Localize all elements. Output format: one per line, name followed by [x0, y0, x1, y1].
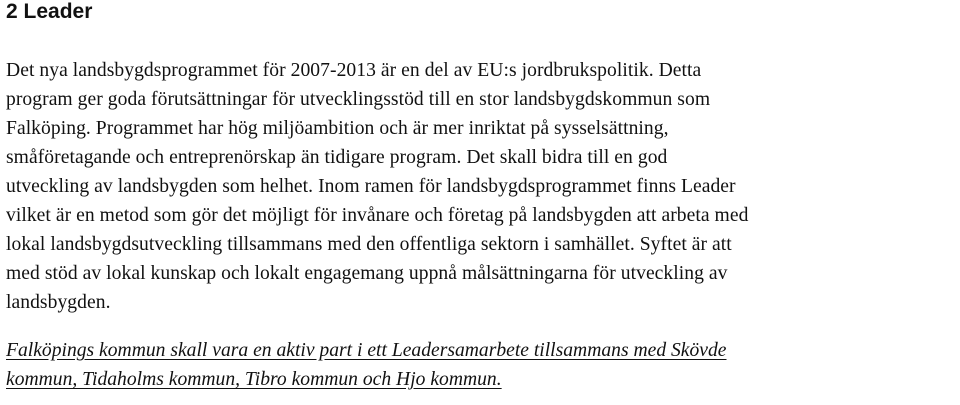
- paragraph-line: Det nya landsbygdsprogrammet för 2007-2013 är en del av EU:s jordbrukspolitik. Detta: [6, 60, 702, 81]
- paragraph-line: lokal landsbygdsutveckling tillsammans med den offentliga sektorn i samhället. Syftet är att: [6, 234, 732, 255]
- paragraph-line: med stöd av lokal kunskap och lokalt engagemang uppnå målsättningarna för utveckling av: [6, 263, 728, 284]
- section-heading: 2 Leader: [6, 0, 93, 23]
- paragraph-line: Falköping. Programmet har hög miljöambition och är mer inriktat på sysselsättning,: [6, 118, 669, 139]
- paragraph-line: program ger goda förutsättningar för utvecklingsstöd till en stor landsbygdskommun som: [6, 89, 711, 110]
- paragraph-line: utveckling av landsbygden som helhet. Inom ramen för landsbygdsprogrammet finns Leader: [6, 176, 736, 197]
- emphasis-line: Falköpings kommun skall vara en aktiv part i ett Leadersamarbete tillsammans med Skövde: [6, 340, 727, 361]
- paragraph-line: vilket är en metod som gör det möjligt för invånare och företag på landsbygden att arbeta med: [6, 205, 749, 226]
- paragraph-line: landsbygden.: [6, 292, 111, 313]
- document-page: [6, 0, 956, 394]
- emphasis-paragraph: [6, 336, 956, 394]
- body-paragraph: [6, 56, 956, 317]
- paragraph-line: småföretagande och entreprenörskap än tidigare program. Det skall bidra till en god: [6, 147, 668, 168]
- emphasis-line: kommun, Tidaholms kommun, Tibro kommun och Hjo kommun.: [6, 369, 502, 390]
